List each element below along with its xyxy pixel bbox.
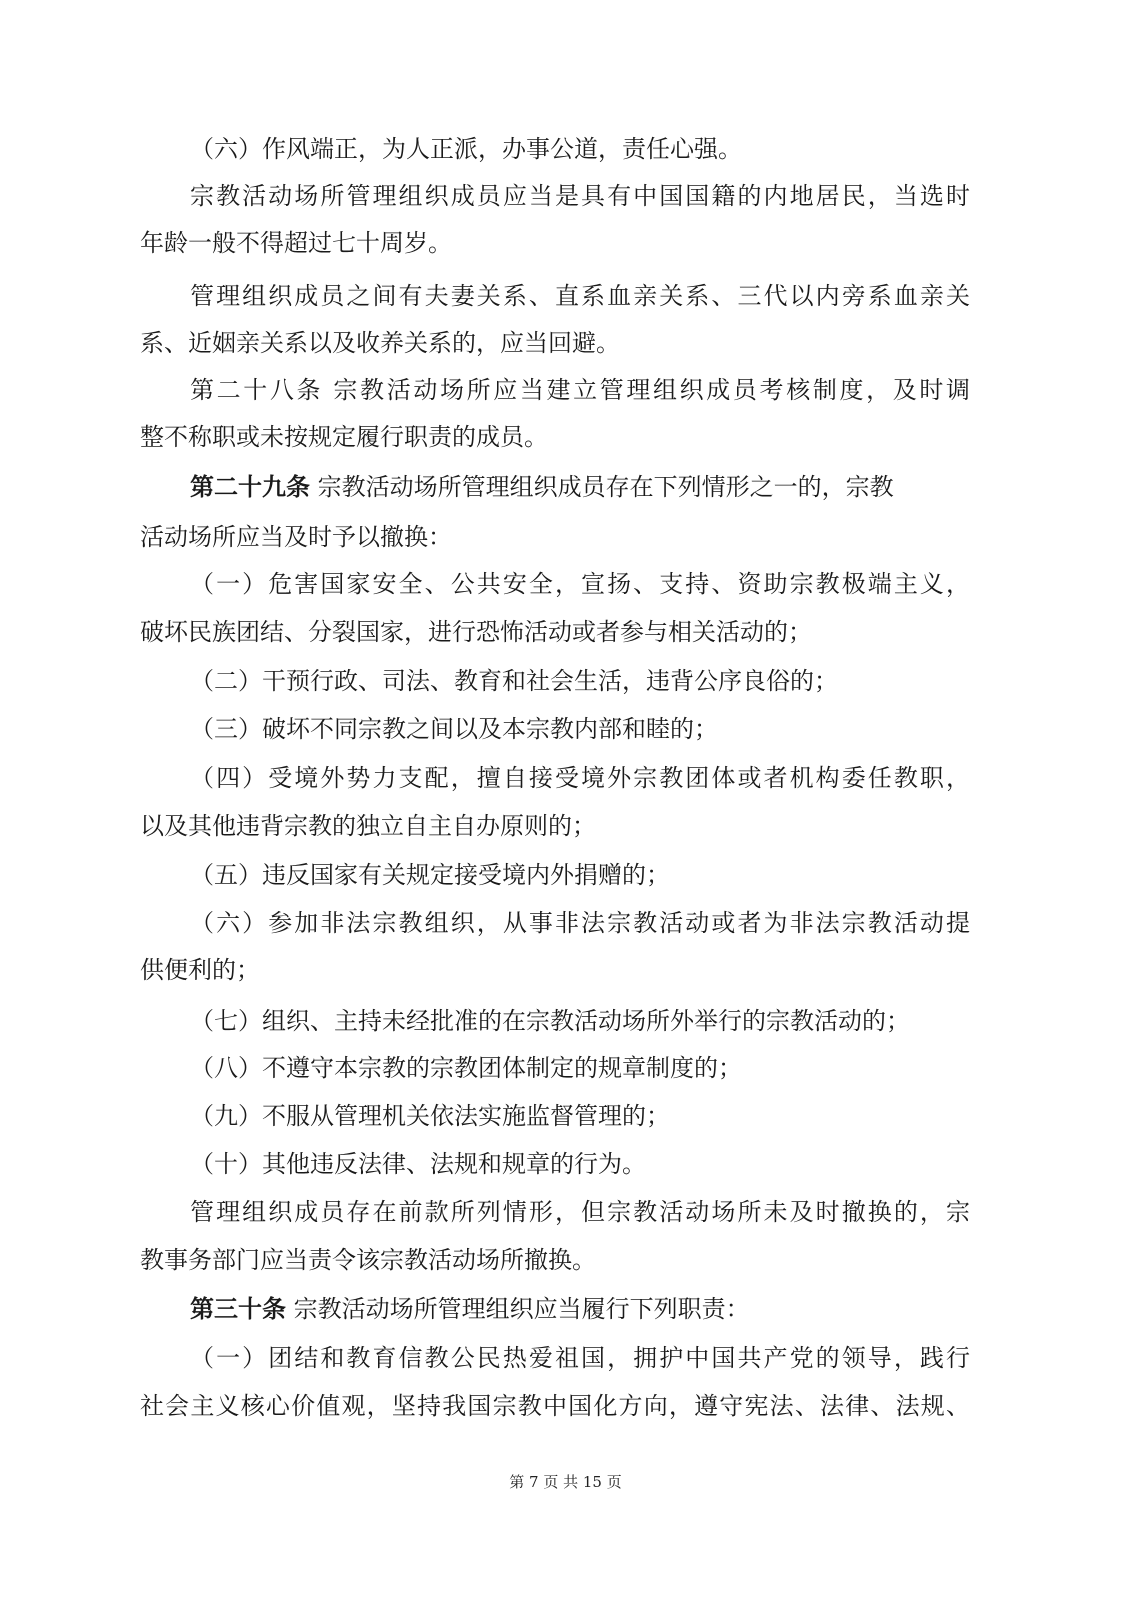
text-line: 宗教活动场所管理组织成员应当是具有中国国籍的内地居民，当选时 xyxy=(190,182,970,210)
article-heading: 第三十条 xyxy=(190,1294,286,1323)
article-30-line xyxy=(190,1294,970,1324)
text-line: （七）组织、主持未经批准的在宗教活动场所外举行的宗教活动的； xyxy=(190,1007,910,1035)
text-line: （四）受境外势力支配，擅自接受境外宗教团体或者机构委任教职， xyxy=(190,764,970,792)
text-line: 管理组织成员之间有夫妻关系、直系血亲关系、三代以内旁系血亲关 xyxy=(190,282,970,310)
text-line: 以及其他违背宗教的独立自主自办原则的； xyxy=(140,812,596,840)
text-line: （八）不遵守本宗教的宗教团体制定的规章制度的； xyxy=(190,1054,742,1082)
article-heading: 第二十九条 xyxy=(190,472,310,501)
text-line: （一）危害国家安全、公共安全，宣扬、支持、资助宗教极端主义， xyxy=(190,570,970,598)
text-line: 破坏民族团结、分裂国家，进行恐怖活动或者参与相关活动的； xyxy=(140,618,812,646)
text-line: 系、近姻亲关系以及收养关系的，应当回避。 xyxy=(140,329,620,357)
text-line: 整不称职或未按规定履行职责的成员。 xyxy=(140,423,548,451)
text-line: （六）参加非法宗教组织，从事非法宗教活动或者为非法宗教活动提 xyxy=(190,909,970,937)
text-line: 供便利的； xyxy=(140,956,260,984)
text-line: 第二十八条 宗教活动场所应当建立管理组织成员考核制度，及时调 xyxy=(190,376,970,404)
text-line: （十）其他违反法律、法规和规章的行为。 xyxy=(190,1150,646,1178)
article-29-line xyxy=(190,472,970,502)
text-line: （五）违反国家有关规定接受境内外捐赠的； xyxy=(190,861,670,889)
text-line: 年龄一般不得超过七十周岁。 xyxy=(140,229,452,257)
text-line: （二）干预行政、司法、教育和社会生活，违背公序良俗的； xyxy=(190,667,838,695)
text-line: 管理组织成员存在前款所列情形，但宗教活动场所未及时撤换的，宗 xyxy=(190,1198,970,1226)
page-number: 第 7 页 共 15 页 xyxy=(509,1473,622,1491)
text-line: 活动场所应当及时予以撤换： xyxy=(140,523,452,551)
text-line: 社会主义核心价值观，坚持我国宗教中国化方向，遵守宪法、法律、法规、 xyxy=(140,1392,970,1420)
text-line: （六）作风端正，为人正派，办事公道，责任心强。 xyxy=(190,135,742,163)
text-line: 教事务部门应当责令该宗教活动场所撤换。 xyxy=(140,1246,596,1274)
text-line: （九）不服从管理机关依法实施监督管理的； xyxy=(190,1102,670,1130)
text-line: （一）团结和教育信教公民热爱祖国，拥护中国共产党的领导，践行 xyxy=(190,1344,970,1372)
article-text: 宗教活动场所管理组织成员存在下列情形之一的，宗教 xyxy=(310,473,894,501)
text-line: （三）破坏不同宗教之间以及本宗教内部和睦的； xyxy=(190,715,718,743)
article-text: 宗教活动场所管理组织应当履行下列职责： xyxy=(286,1295,750,1323)
